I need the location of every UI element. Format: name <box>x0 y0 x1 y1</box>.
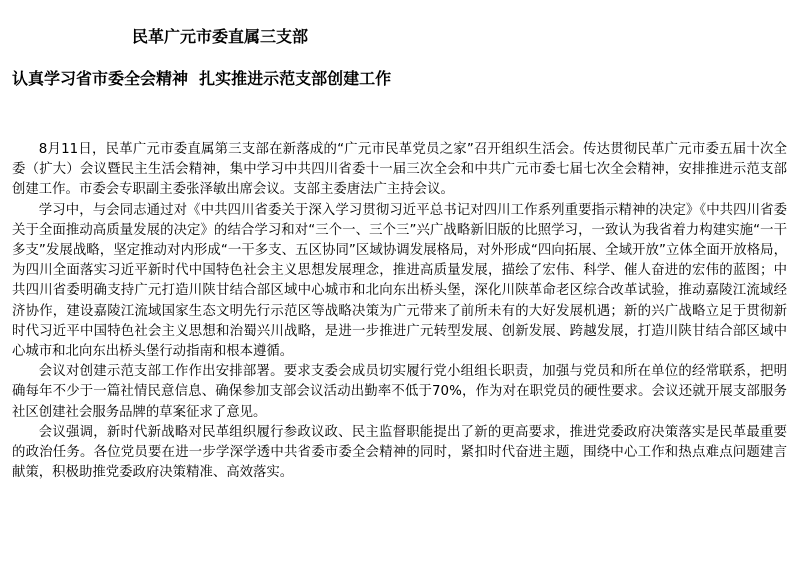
organization-name: 民革广元市委直属三支部 <box>132 27 309 46</box>
paragraph-study-discussion: 学习中，与会同志通过对《中共四川省委关于深入学习贯彻习近平总书记对四川工作系列重要指示精神的决定》《中共四川省委关于全面推动高质量发展的决定》的结合学习和对“三个一、三个三”兴广战略新旧版的比照学习，一致认为我省着力构建实施“一干多支”发展战略，坚定推动对内形成“一干多支、五区协同”区域协调发展格局，对外形成“四向拓展、全域开放”立体全面开放格局，为四川全面落实习近平新时代中国特色社会主义思想发展理念，推进高质量发展，描绘了宏伟、科学、催人奋进的宏伟的蓝图；中共四川省委明确支持广元打造川陕甘结合部区域中心城市和北向东出桥头堡，深化川陕革命老区综合改革试验，推动嘉陵江流域经济协作，建设嘉陵江流域国家生态文明先行示范区等战略决策为广元带来了前所未有的大好发展机遇；新的兴广战略立足于贯彻新时代习近平中国特色社会主义思想和治蜀兴川战略，是进一步推进广元转型发展、创新发展、跨越发展，打造川陕甘结合部区域中心城市和北向东出桥头堡行动指南和根本遵循。 <box>12 202 787 360</box>
article-title: 认真学习省市委全会精神 扎实推进示范支部创建工作 <box>12 69 392 88</box>
article-body <box>12 140 787 483</box>
paragraph-work-arrangement: 会议对创建示范支部工作作出安排部署。要求支委会成员切实履行党小组组长职责，加强与党员和所在单位的经常联系，把明确每年不少于一篇社情民意信息、确保参加支部会议活动出勤率不低于70%，作为对在职党员的硬性要求。会议还就开展支部服务社区创建社会服务品牌的草案征求了意见。 <box>12 364 787 420</box>
paragraph-meeting-emphasis: 会议强调，新时代新战略对民革组织履行参政议政、民主监督职能提出了新的更高要求，推进党委政府决策落实是民革最重要的政治任务。各位党员要在进一步学深学透中共省委市委全会精神的同时，紧扣时代奋进主题，围绕中心工作和热点难点问题建言献策，积极助推党委政府决策精准、高效落实。 <box>12 424 787 481</box>
paragraph-meeting-intro: 8月11日，民革广元市委直属第三支部在新落成的“广元市民革党员之家”召开组织生活会。传达贯彻民革广元市委五届十次全委（扩大）会议暨民主生活会精神，集中学习中共四川省委十一届三次全会和中共广元市委七届七次全会精神，安排推进示范支部创建工作。市委会专职副主委张泽敏出席会议。支部主委唐法广主持会议。 <box>12 142 787 198</box>
